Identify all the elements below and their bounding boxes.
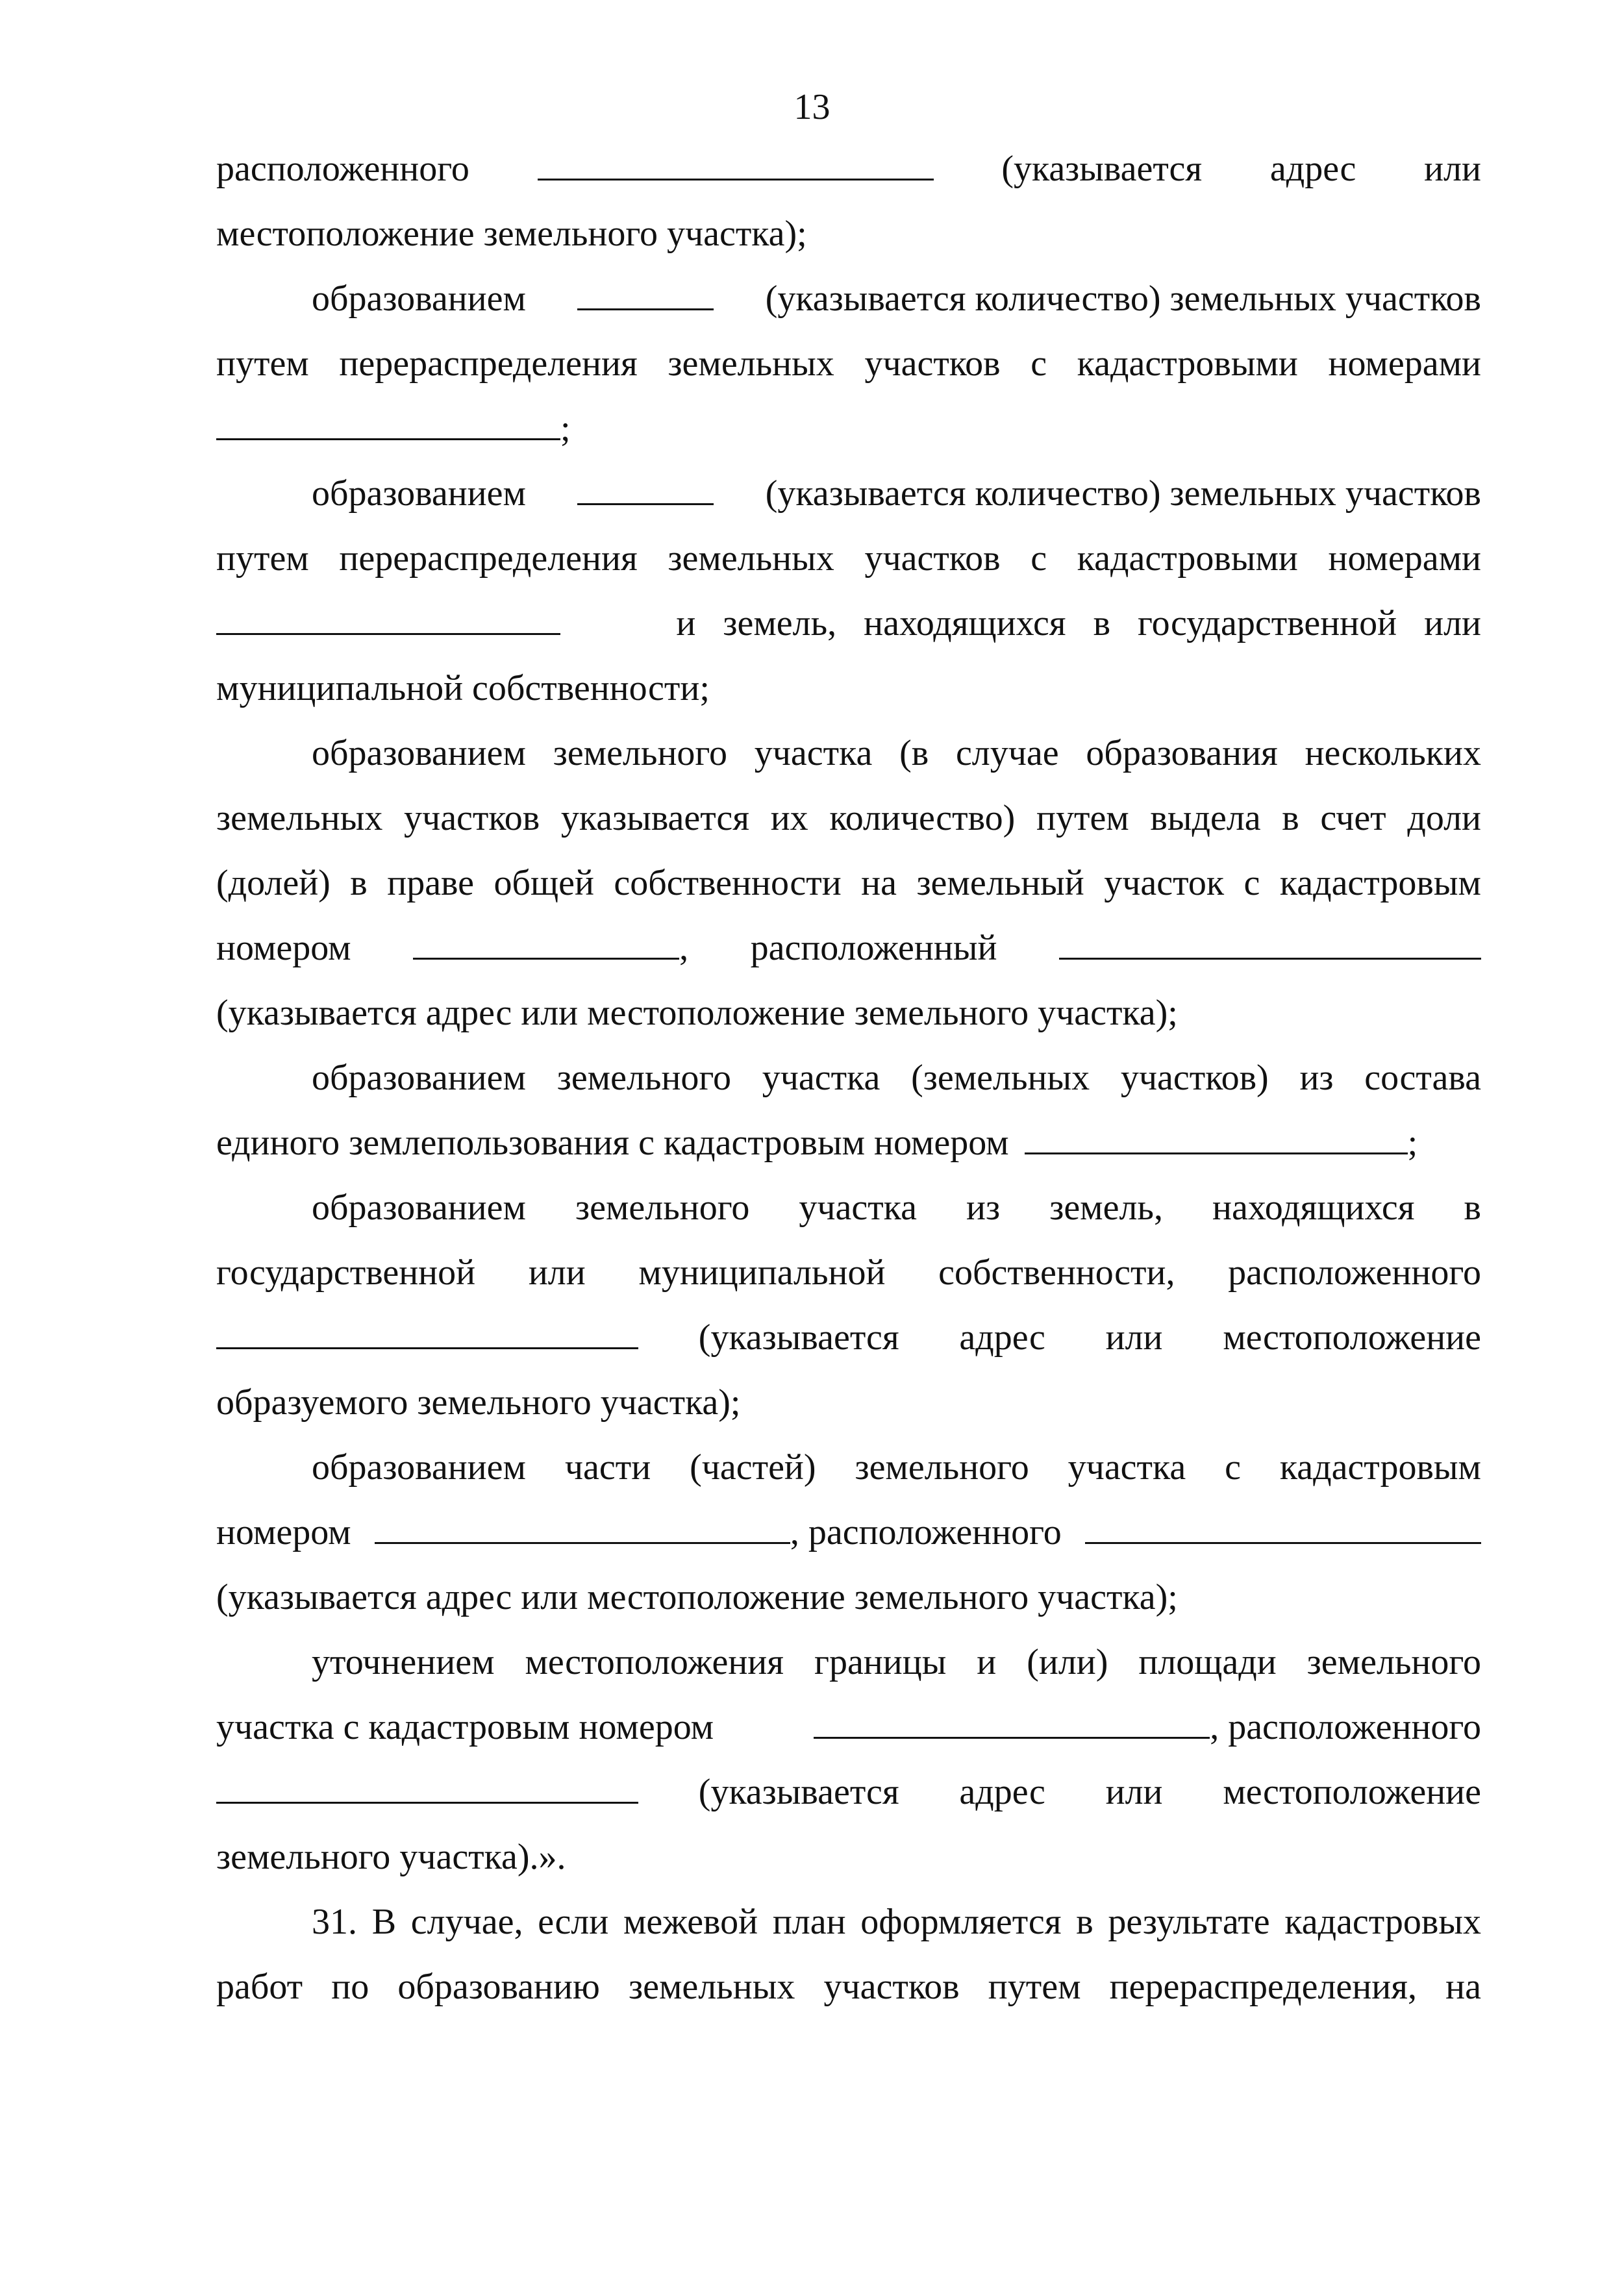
word: образованием — [312, 1058, 526, 1098]
word: перераспределения, — [1109, 1967, 1417, 2007]
punctuation: ; — [560, 408, 571, 449]
word: номером — [216, 928, 351, 968]
word: образованием — [312, 733, 526, 773]
word: расположенного — [1228, 1252, 1481, 1293]
word: земельного — [855, 1447, 1029, 1488]
p2-line-3 — [216, 396, 571, 461]
word: нескольких — [1305, 733, 1481, 773]
p7-line-1 — [312, 1435, 1481, 1500]
word: в — [1464, 1188, 1481, 1228]
word: номерами — [1328, 343, 1481, 384]
word: кадастровыми — [1077, 343, 1298, 384]
word: границы — [814, 1642, 947, 1682]
punctuation: , — [679, 928, 689, 968]
word: (указывается — [1001, 149, 1203, 189]
word: земельных — [668, 343, 834, 384]
word: образованием — [312, 279, 526, 319]
word: работ — [216, 1967, 303, 2007]
word: или — [528, 1252, 586, 1293]
word: 31. — [312, 1902, 357, 1942]
p9-line-2 — [216, 1954, 1481, 2019]
word: (указывается — [698, 1317, 899, 1358]
word: оформляется — [860, 1902, 1062, 1942]
word: (указывается — [698, 1772, 899, 1812]
fill-in-blank — [216, 599, 560, 635]
p7-line-2 — [216, 1500, 1481, 1565]
word: земельных — [628, 1967, 795, 2007]
word: из — [966, 1188, 1001, 1228]
word: если — [538, 1902, 609, 1942]
word: перераспределения — [339, 343, 638, 384]
fill-in-blank — [413, 924, 679, 960]
text-run: (указывается количество) земельных участков — [765, 279, 1481, 319]
word: участка — [762, 1058, 881, 1098]
word: номерами — [1328, 538, 1481, 579]
text-run: участка с кадастровым номером — [216, 1707, 714, 1747]
word: с — [1031, 343, 1047, 384]
text-run: единого землепользования с кадастровым номером — [216, 1123, 1009, 1163]
word: адрес — [959, 1317, 1045, 1358]
p1-line-2: местоположение земельного участка); — [216, 214, 807, 254]
word: земельного — [553, 733, 727, 773]
word: участка — [799, 1188, 917, 1228]
word: земельный — [916, 863, 1084, 903]
word: местоположения — [525, 1642, 784, 1682]
word: расположенный — [750, 928, 997, 968]
fill-in-blank — [814, 1703, 1210, 1739]
word: местоположение — [1223, 1772, 1481, 1812]
word: В — [371, 1902, 397, 1942]
word: состава — [1364, 1058, 1481, 1098]
p3-line-2 — [216, 526, 1481, 591]
text-run: и земель, находящихся в государственной или — [676, 603, 1481, 643]
word: из — [1299, 1058, 1334, 1098]
p6-line-4: образуемого земельного участка); — [216, 1382, 741, 1423]
word: (земельных — [911, 1058, 1090, 1098]
word: участков) — [1120, 1058, 1269, 1098]
word: участка — [1068, 1447, 1186, 1488]
fill-in-blank — [1085, 1508, 1481, 1544]
word: (долей) — [216, 863, 331, 903]
word: в — [1076, 1902, 1093, 1942]
word: межевой — [623, 1902, 758, 1942]
fill-in-blank — [375, 1508, 790, 1544]
word: адрес — [959, 1772, 1045, 1812]
word: план — [772, 1902, 846, 1942]
word: расположенного — [216, 149, 469, 189]
word: земельных — [216, 798, 383, 838]
word: кадастровых — [1284, 1902, 1481, 1942]
word: или — [1424, 149, 1481, 189]
fill-in-blank — [216, 1768, 638, 1804]
p4-line-5: (указывается адрес или местоположение земельного участка); — [216, 993, 1178, 1033]
word: случае — [955, 733, 1059, 773]
word: участков — [823, 1967, 960, 2007]
p6-line-1 — [312, 1175, 1481, 1240]
word: кадастровыми — [1077, 538, 1298, 579]
p4-line-2 — [216, 786, 1481, 851]
p4-line-4 — [216, 915, 1481, 980]
page-number: 13 — [793, 87, 831, 127]
word: общей — [493, 863, 594, 903]
p8-line-2 — [216, 1695, 1481, 1760]
word: перераспределения — [339, 538, 638, 579]
p3-line-1 — [312, 461, 1481, 526]
word: путем — [988, 1967, 1081, 2007]
word: путем — [216, 538, 309, 579]
p2-line-1 — [312, 266, 1481, 331]
p9-line-1 — [312, 1889, 1481, 1954]
word: местоположение — [1223, 1317, 1481, 1358]
p3-line-3 — [216, 591, 1481, 656]
word: земельного — [1306, 1642, 1481, 1682]
word: (или) — [1027, 1642, 1108, 1682]
word: участок — [1104, 863, 1225, 903]
word: номером — [216, 1512, 351, 1552]
word: результате — [1108, 1902, 1270, 1942]
word: земель, — [1049, 1188, 1163, 1228]
word: земельного — [556, 1058, 731, 1098]
fill-in-blank — [216, 405, 560, 440]
text-run: , расположенного — [1210, 1707, 1481, 1747]
word: участков — [404, 798, 540, 838]
word: или — [1105, 1317, 1163, 1358]
fill-in-blank — [577, 275, 714, 310]
word: уточнением — [312, 1642, 495, 1682]
word: собственности — [614, 863, 842, 903]
word: части — [564, 1447, 651, 1488]
word: государственной — [216, 1252, 476, 1293]
word: доли — [1407, 798, 1481, 838]
word: участков — [864, 538, 1001, 579]
word: в — [350, 863, 368, 903]
p6-line-3 — [216, 1305, 1481, 1370]
fill-in-blank — [1059, 924, 1481, 960]
word: (в — [899, 733, 929, 773]
word: образования — [1086, 733, 1278, 773]
word: участков — [864, 343, 1001, 384]
word: участка — [754, 733, 873, 773]
word: и — [977, 1642, 997, 1682]
p8-line-3 — [216, 1760, 1481, 1824]
word: земельного — [575, 1188, 750, 1228]
word: (частей) — [690, 1447, 816, 1488]
word: образованию — [397, 1967, 600, 2007]
punctuation: ; — [1407, 1123, 1418, 1163]
word: в — [1282, 798, 1299, 838]
word: адрес — [1269, 149, 1356, 189]
word: кадастровым — [1279, 1447, 1481, 1488]
fill-in-blank — [216, 1314, 638, 1349]
word: с — [1031, 538, 1047, 579]
word: или — [1105, 1772, 1163, 1812]
text-run: , расположенного — [790, 1512, 1062, 1552]
fill-in-blank — [1025, 1119, 1408, 1154]
fill-in-blank — [538, 145, 934, 181]
word: указывается — [560, 798, 750, 838]
word: с — [1243, 863, 1260, 903]
p3-line-4: муниципальной собственности; — [216, 668, 710, 708]
word: путем — [1036, 798, 1129, 838]
word: на — [1445, 1967, 1481, 2007]
word: их — [770, 798, 808, 838]
word: кадастровым — [1279, 863, 1481, 903]
word: счет — [1320, 798, 1386, 838]
word: земельных — [668, 538, 834, 579]
p4-line-1 — [312, 721, 1481, 786]
p8-line-4: земельного участка).». — [216, 1837, 566, 1877]
p5-line-1 — [312, 1045, 1481, 1110]
word: площади — [1138, 1642, 1277, 1682]
p8-line-1 — [312, 1630, 1481, 1695]
word: находящихся — [1212, 1188, 1415, 1228]
word: образованием — [312, 1447, 526, 1488]
p2-line-2 — [216, 331, 1481, 396]
word: путем — [216, 343, 309, 384]
word: образованием — [312, 1188, 526, 1228]
word: собственности, — [938, 1252, 1175, 1293]
word: праве — [387, 863, 475, 903]
word: случае, — [410, 1902, 523, 1942]
word: с — [1225, 1447, 1241, 1488]
p7-line-3: (указывается адрес или местоположение земельного участка); — [216, 1577, 1178, 1617]
word: по — [331, 1967, 369, 2007]
word: образованием — [312, 473, 526, 514]
text-run: (указывается количество) земельных участков — [765, 473, 1481, 514]
word: муниципальной — [638, 1252, 886, 1293]
p5-line-2 — [216, 1110, 1418, 1175]
word: на — [861, 863, 897, 903]
p4-line-3 — [216, 851, 1481, 915]
fill-in-blank — [577, 469, 714, 505]
word: количество) — [829, 798, 1016, 838]
word: выдела — [1150, 798, 1261, 838]
p6-line-2 — [216, 1240, 1481, 1305]
p1-line-1 — [216, 136, 1481, 201]
